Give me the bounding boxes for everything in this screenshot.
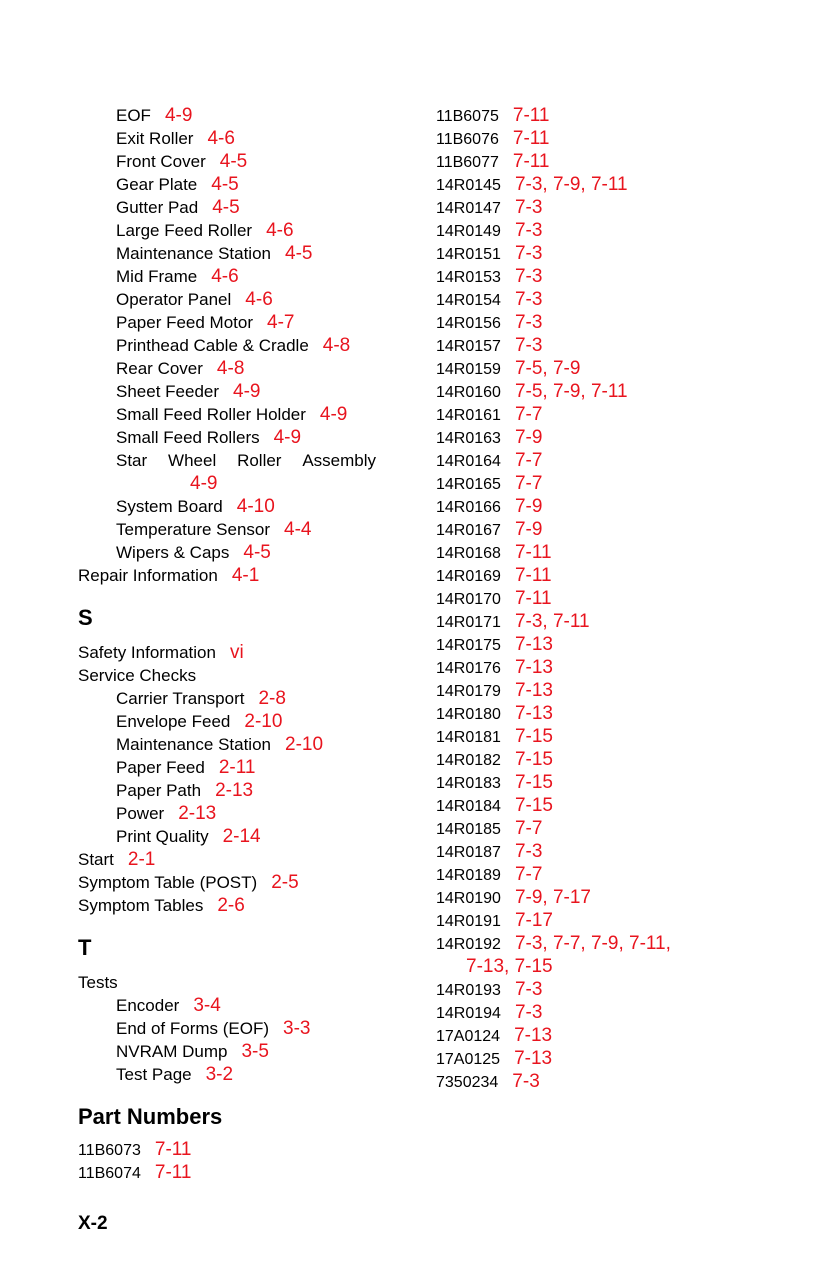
index-entry [436, 150, 736, 173]
index-subentry [78, 449, 398, 472]
page-reference-link[interactable]: 7-13 [514, 680, 553, 701]
entry-term: Paper Path [116, 781, 202, 800]
index-entry-continuation [436, 955, 736, 978]
page-reference-link[interactable]: 7-3 [514, 266, 543, 287]
entry-term: 11B6073 [78, 1142, 141, 1159]
index-entry [436, 771, 736, 794]
page-reference-link[interactable]: 7-15 [514, 749, 553, 770]
page-reference-link[interactable]: 7-5, 7-9, 7-11 [514, 381, 628, 402]
index-entry [436, 449, 736, 472]
entry-term: 14R0157 [436, 338, 501, 355]
page-reference-link[interactable]: 4-8 [216, 358, 245, 379]
page-reference-link[interactable]: 7-13 [514, 1025, 553, 1046]
index-subentry [78, 426, 398, 449]
index-entry [78, 894, 398, 917]
page-reference-link[interactable]: 7-3 [514, 841, 543, 862]
index-subentry [78, 311, 398, 334]
page-reference-link[interactable]: 7-3 [514, 220, 543, 241]
index-entry [436, 886, 736, 909]
index-subentry [78, 495, 398, 518]
entry-term: Envelope Feed [116, 712, 231, 731]
index-entry [436, 748, 736, 771]
entry-term: Print Quality [116, 827, 209, 846]
index-subentry [78, 403, 398, 426]
page-reference-link[interactable]: 4-7 [267, 312, 295, 333]
index-entry [78, 848, 398, 871]
page-reference-link[interactable]: 7-11 [154, 1162, 192, 1183]
index-entry: Service Checks [78, 666, 197, 685]
entry-term: Symptom Table (POST) [78, 873, 258, 892]
page-number: X-2 [78, 1213, 108, 1234]
subentries-list [78, 687, 398, 848]
entry-term: 14R0193 [436, 982, 501, 999]
page-reference-link[interactable]: 7-7 [514, 864, 543, 885]
index-entry [436, 978, 736, 1001]
index-subentry [78, 173, 398, 196]
entry-term: 11B6074 [78, 1165, 141, 1182]
index-subentry-continuation [78, 472, 398, 495]
star-wheel-roller-assembly [116, 449, 376, 472]
index-subentry [78, 196, 398, 219]
entry-term: Small Feed Rollers [116, 428, 260, 447]
entry-term: Symptom Tables [78, 896, 204, 915]
entry-term: Gear Plate [116, 175, 198, 194]
entry-term: Gutter Pad [116, 198, 199, 217]
index-subentry [78, 334, 398, 357]
index-subentry [78, 150, 398, 173]
page-reference-link[interactable]: 4-5 [212, 197, 240, 218]
entry-term: Paper Feed [116, 758, 205, 777]
index-entry [436, 518, 736, 541]
index-entry [436, 541, 736, 564]
entry-term: 14R0151 [436, 246, 501, 263]
entry-term: 14R0149 [436, 223, 501, 240]
index-subentry [78, 710, 398, 733]
page-reference-link[interactable]: 2-13 [215, 780, 254, 801]
subentries-list [78, 495, 398, 564]
page-reference-link[interactable]: 7-13, 7-15 [466, 956, 553, 977]
index-entry [78, 1161, 398, 1184]
index-subentry [78, 265, 398, 288]
page-reference-link[interactable]: 4-10 [236, 496, 275, 517]
entry-term: 14R0159 [436, 361, 501, 378]
page-reference-link[interactable]: 7-15 [514, 772, 553, 793]
entry-term: End of Forms (EOF) [116, 1019, 270, 1038]
index-entry [436, 196, 736, 219]
page-reference-link[interactable]: 7-3 [514, 335, 543, 356]
page-reference-link[interactable]: 7-3, 7-7, 7-9, 7-11, [514, 933, 671, 954]
entry-term: 14R0166 [436, 499, 501, 516]
page-reference-link[interactable]: 2-14 [222, 826, 261, 847]
page-reference-link[interactable]: 7-11 [512, 105, 550, 126]
index-entry [436, 334, 736, 357]
page-reference-link[interactable]: 2-6 [217, 895, 245, 916]
entry-term: 14R0190 [436, 890, 501, 907]
index-entry: Tests [78, 973, 118, 992]
entry-term: EOF [116, 106, 151, 125]
index-entry [436, 265, 736, 288]
entry-term: Paper Feed Motor [116, 313, 254, 332]
page-reference-link[interactable]: 4-5 [219, 151, 248, 172]
page-reference-link[interactable]: 7-3, 7-11 [514, 611, 590, 632]
index-subentry [78, 127, 398, 150]
entry-term: 14R0192 [436, 936, 501, 953]
entry-term: Wipers & Caps [116, 543, 230, 562]
page-reference-link[interactable]: 7-11 [514, 542, 552, 563]
page-reference-link[interactable]: 7-9 [514, 519, 543, 540]
entry-term: 14R0194 [436, 1005, 501, 1022]
index-entry [436, 863, 736, 886]
index-subentry [78, 518, 398, 541]
page-reference-link[interactable]: 7-13 [514, 634, 553, 655]
index-entry [436, 219, 736, 242]
page-reference-link[interactable]: 4-6 [245, 289, 273, 310]
entry-term: Printhead Cable & Cradle [116, 336, 309, 355]
index-column-right [436, 104, 736, 1093]
entry-term: 14R0168 [436, 545, 501, 562]
entry-term: 14R0180 [436, 706, 501, 723]
index-column-left [78, 104, 398, 1184]
index-entry [436, 288, 736, 311]
entry-term: 14R0187 [436, 844, 501, 861]
entry-term: Maintenance Station [116, 735, 271, 754]
entries-list [78, 1138, 398, 1184]
entries-list [436, 104, 736, 932]
entry-term: Sheet Feeder [116, 382, 220, 401]
entry-term: Repair Information [78, 566, 218, 585]
index-entry [436, 104, 736, 127]
page-reference-link[interactable]: 3-4 [193, 995, 221, 1016]
index-subentry [78, 242, 398, 265]
entry-term: 14R0153 [436, 269, 501, 286]
entry-term: Safety Information [78, 643, 216, 662]
entry-term: 14R0147 [436, 200, 501, 217]
entries-list [436, 978, 736, 1093]
section-heading-part-numbers: Part Numbers [78, 1104, 223, 1129]
entry-word: Wheel [168, 451, 217, 470]
index-entry [436, 587, 736, 610]
page-reference-link[interactable]: 2-10 [244, 711, 283, 732]
page-reference-link[interactable]: 3-2 [205, 1064, 234, 1085]
index-entry [436, 357, 736, 380]
entry-term: 14R0156 [436, 315, 501, 332]
subentries-list [78, 104, 398, 449]
entry-term: 14R0165 [436, 476, 501, 493]
entry-term: 14R0171 [436, 614, 501, 631]
index-subentry [78, 1040, 398, 1063]
page-reference-link[interactable]: 7-11 [512, 128, 550, 149]
entry-term: Start [78, 850, 114, 869]
entry-term: Maintenance Station [116, 244, 271, 263]
entry-term: Exit Roller [116, 129, 194, 148]
entry-term: Front Cover [116, 152, 206, 171]
index-entry [78, 641, 398, 664]
page-reference-link[interactable]: 3-5 [241, 1041, 269, 1062]
page-reference-link[interactable]: 4-6 [207, 128, 235, 149]
index-subentry [78, 802, 398, 825]
entry-term: 14R0184 [436, 798, 501, 815]
page-reference-link[interactable]: 7-11 [512, 151, 550, 172]
page-reference-link[interactable]: 7-9 [514, 427, 543, 448]
page-reference-link[interactable]: 4-5 [285, 243, 313, 264]
entry-term: 14R0170 [436, 591, 501, 608]
page-reference-link[interactable]: vi [229, 642, 244, 663]
index-entry [436, 840, 736, 863]
entry-term: 11B6075 [436, 108, 499, 125]
entries-list [78, 848, 398, 917]
page-reference-link[interactable]: 2-8 [258, 688, 286, 709]
index-entry [436, 380, 736, 403]
page-reference-link[interactable]: 2-13 [178, 803, 217, 824]
entry-term: 14R0182 [436, 752, 501, 769]
entry-term: 14R0164 [436, 453, 501, 470]
index-subentry [78, 541, 398, 564]
index-entry [436, 1070, 736, 1093]
page-reference-link[interactable]: 2-5 [271, 872, 299, 893]
entry-term: 14R0145 [436, 177, 501, 194]
index-entry [436, 610, 736, 633]
index-subentry [78, 288, 398, 311]
subentries-list [78, 994, 398, 1086]
index-entry [436, 794, 736, 817]
entry-term: Small Feed Roller Holder [116, 405, 306, 424]
page-reference-link[interactable]: 4-1 [231, 565, 260, 586]
entry-term: 14R0163 [436, 430, 501, 447]
entry-term: Operator Panel [116, 290, 232, 309]
page-reference-link[interactable]: 7-11 [514, 588, 552, 609]
entry-term: 14R0189 [436, 867, 501, 884]
page-reference-link[interactable]: 7-9, 7-17 [514, 887, 591, 908]
index-entry [436, 725, 736, 748]
entry-term: 7350234 [436, 1074, 499, 1091]
entry-term: 11B6076 [436, 131, 499, 148]
page-reference-link[interactable]: 7-7 [514, 404, 543, 425]
entry-term: Carrier Transport [116, 689, 245, 708]
entry-term: Rear Cover [116, 359, 203, 378]
page-reference-link[interactable]: 7-9 [514, 496, 543, 517]
section-heading-s: S [78, 605, 93, 630]
entry-term: 14R0179 [436, 683, 501, 700]
entry-term: 14R0181 [436, 729, 501, 746]
index-subentry [78, 687, 398, 710]
index-entry [78, 1138, 398, 1161]
page-reference-link[interactable]: 7-15 [514, 726, 553, 747]
index-entry [436, 311, 736, 334]
index-subentry [78, 104, 398, 127]
entry-term: 14R0175 [436, 637, 501, 654]
index-subentry [78, 994, 398, 1017]
page-reference-link[interactable]: 3-3 [283, 1018, 311, 1039]
page-reference-link[interactable]: 7-13 [514, 1048, 553, 1069]
index-entry [436, 633, 736, 656]
index-subentry [78, 825, 398, 848]
index-subentry [78, 779, 398, 802]
page-reference-link[interactable]: 7-7 [514, 450, 543, 471]
index-subentry [78, 1063, 398, 1086]
entry-term: 11B6077 [436, 154, 499, 171]
page-reference-link[interactable]: 4-9 [190, 473, 218, 494]
page-reference-link[interactable]: 7-11 [154, 1139, 192, 1160]
entry-term: System Board [116, 497, 223, 516]
page-reference-link[interactable]: 7-3 [514, 312, 543, 333]
page-reference-link[interactable]: 4-6 [266, 220, 294, 241]
index-entry [436, 495, 736, 518]
page-reference-link[interactable]: 7-7 [514, 473, 543, 494]
page-reference-link[interactable]: 7-15 [514, 795, 553, 816]
page-reference-link[interactable]: 4-6 [211, 266, 239, 287]
index-entry [436, 1024, 736, 1047]
page-reference-link[interactable]: 7-13 [514, 703, 553, 724]
entry-term: 14R0154 [436, 292, 501, 309]
index-entry [436, 1001, 736, 1024]
index-entry [436, 909, 736, 932]
entry-term: 14R0185 [436, 821, 501, 838]
index-entry [436, 679, 736, 702]
page-reference-link[interactable]: 7-7 [514, 818, 543, 839]
entry-term: 14R0167 [436, 522, 501, 539]
index-entry [436, 426, 736, 449]
page-reference-link[interactable]: 7-3 [514, 197, 543, 218]
page-reference-link[interactable]: 7-3 [514, 243, 543, 264]
entry-term: 14R0161 [436, 407, 501, 424]
page-reference-link[interactable]: 4-9 [233, 381, 261, 402]
entry-term: Large Feed Roller [116, 221, 253, 240]
page-reference-link[interactable]: 7-13 [514, 657, 553, 678]
index-entry [78, 564, 398, 587]
index-entry [436, 242, 736, 265]
entry-word: Roller [237, 451, 282, 470]
entry-term: Test Page [116, 1065, 192, 1084]
page-reference-link[interactable]: 4-9 [273, 427, 302, 448]
page-reference-link[interactable]: 4-9 [319, 404, 348, 425]
index-entry [436, 656, 736, 679]
entry-term: Temperature Sensor [116, 520, 271, 539]
entry-term: 17A0125 [436, 1051, 501, 1068]
entry-term: 17A0124 [436, 1028, 501, 1045]
page-reference-link[interactable]: 7-11 [514, 565, 552, 586]
entry-term: 14R0191 [436, 913, 501, 930]
index-entry [436, 127, 736, 150]
page-reference-link[interactable]: 4-5 [243, 542, 271, 563]
page-reference-link[interactable]: 2-11 [218, 757, 256, 778]
index-subentry [78, 219, 398, 242]
index-entry [436, 1047, 736, 1070]
entry-term: NVRAM Dump [116, 1042, 228, 1061]
entry-term: Encoder [116, 996, 180, 1015]
page-reference-link[interactable]: 2-1 [127, 849, 156, 870]
page-reference-link[interactable]: 4-4 [284, 519, 312, 540]
index-subentry [78, 733, 398, 756]
entry-term: 14R0183 [436, 775, 501, 792]
index-subentry [78, 380, 398, 403]
page-reference-link[interactable]: 7-3 [512, 1071, 540, 1092]
index-entry [436, 564, 736, 587]
section-heading-t: T [78, 935, 92, 960]
index-entry [436, 702, 736, 725]
index-entry [436, 932, 736, 955]
page-reference-link[interactable]: 4-9 [164, 105, 193, 126]
index-entry [436, 472, 736, 495]
index-subentry [78, 1017, 398, 1040]
page-reference-link[interactable]: 7-3 [514, 1002, 543, 1023]
entry-term: 14R0169 [436, 568, 501, 585]
page-reference-link[interactable]: 7-17 [514, 910, 553, 931]
page-reference-link[interactable]: 4-5 [211, 174, 239, 195]
page-reference-link[interactable]: 7-3 [514, 979, 543, 1000]
index-entry [436, 173, 736, 196]
index-subentry [78, 756, 398, 779]
entry-term: Mid Frame [116, 267, 198, 286]
entry-term: Power [116, 804, 165, 823]
index-entry [436, 403, 736, 426]
index-subentry [78, 357, 398, 380]
page-reference-link[interactable]: 2-10 [285, 734, 324, 755]
entry-word: Assembly [302, 451, 376, 470]
page-reference-link[interactable]: 4-8 [322, 335, 351, 356]
page-reference-link[interactable]: 7-3 [514, 289, 543, 310]
entry-word: Star [116, 451, 148, 470]
page-reference-link[interactable]: 7-5, 7-9 [514, 358, 581, 379]
index-entry [436, 817, 736, 840]
entry-term: 14R0176 [436, 660, 501, 677]
entry-term: 14R0160 [436, 384, 501, 401]
page-reference-link[interactable]: 7-3, 7-9, 7-11 [514, 174, 628, 195]
index-entry [78, 871, 398, 894]
